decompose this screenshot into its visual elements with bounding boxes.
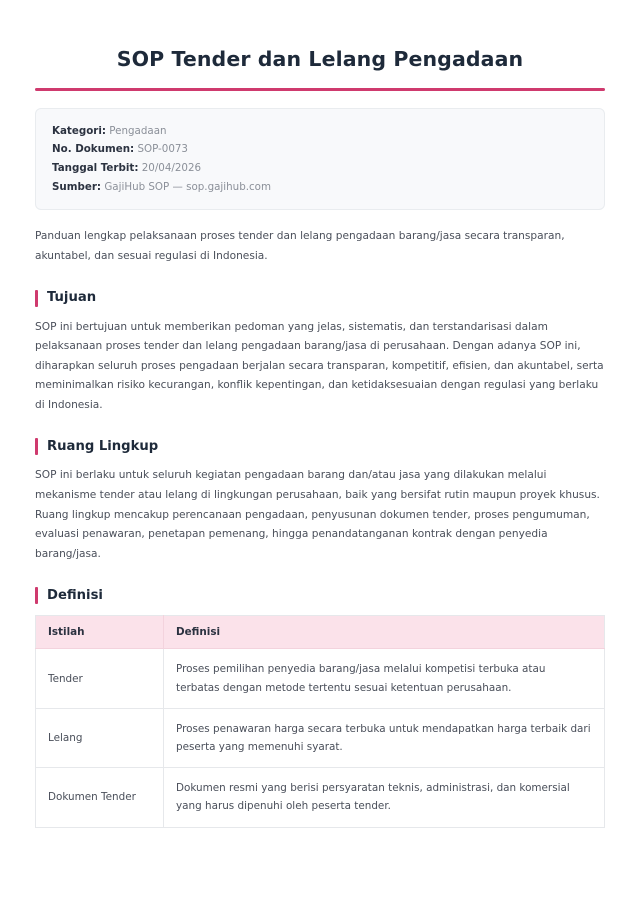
document-header	[35, 0, 605, 91]
metadata-label-sumber: Sumber:	[52, 180, 102, 193]
metadata-row-sumber	[52, 178, 588, 197]
column-header-definisi: Definisi	[164, 616, 605, 649]
cell-definition: Dokumen resmi yang berisi persyaratan teknis, administrasi, dan komersial yang harus dipenuhi oleh peserta tender.	[176, 782, 570, 813]
section-title-definisi: Definisi	[47, 587, 103, 603]
metadata-row-kategori	[52, 122, 588, 141]
accent-bar-icon	[35, 587, 38, 604]
table-row	[36, 708, 605, 767]
column-header-istilah: Istilah	[36, 616, 164, 649]
metadata-label-tanggal-terbit: Tanggal Terbit:	[52, 162, 139, 175]
metadata-label-no-dokumen: No. Dokumen:	[52, 143, 135, 156]
table-row	[36, 768, 605, 827]
table-header-row	[36, 616, 605, 649]
cell-term: Tender	[36, 649, 164, 708]
table-row	[36, 649, 605, 708]
section-heading-ruang-lingkup	[35, 438, 605, 455]
metadata-value-tanggal-terbit: 20/04/2026	[141, 162, 202, 175]
definisi-table-body	[36, 649, 605, 827]
section-title-tujuan: Tujuan	[47, 289, 97, 305]
metadata-row-no-dokumen	[52, 140, 588, 159]
section-ruang-lingkup	[35, 438, 605, 564]
title-divider	[35, 88, 605, 91]
definisi-table-head	[36, 616, 605, 649]
accent-bar-icon	[35, 438, 38, 455]
metadata-value-no-dokumen: SOP-0073	[137, 143, 188, 156]
metadata-row-tanggal-terbit	[52, 159, 588, 178]
section-definisi	[35, 587, 605, 827]
section-body-ruang-lingkup: SOP ini berlaku untuk seluruh kegiatan pengadaan barang dan/atau jasa yang dilakukan melalui mekanisme tender atau lelang di lingkungan perusahaan, baik yang bersifat rutin maupun proyek khusus. Ruang lingkup mencakup perencanaan pengadaan, penyusunan dokumen tender, proses pengumuman, evaluasi penawaran, penetapan pemenang, hingga penandatanganan kontrak dengan penyedia barang/jasa.	[35, 469, 600, 560]
cell-definition: Proses penawaran harga secara terbuka untuk mendapatkan harga terbaik dari peserta yang memenuhi syarat.	[164, 708, 605, 767]
section-body-tujuan: SOP ini bertujuan untuk memberikan pedoman yang jelas, sistematis, dan terstandarisasi dalam pelaksanaan proses tender dan lelang pengadaan barang/jasa di perusahaan. Dengan adanya SOP ini, diharapkan seluruh proses pengadaan berjalan secara transparan, kompetitif, efisien, dan akuntabel, serta meminimalkan risiko kecurangan, konflik kepentingan, dan ketidaksesuaian dengan regulasi yang berlaku di Indonesia.	[35, 320, 604, 411]
accent-bar-icon	[35, 290, 38, 307]
cell-term: Dokumen Tender	[36, 768, 164, 827]
section-tujuan	[35, 290, 605, 416]
document-metadata-box	[35, 108, 605, 211]
section-title-ruang-lingkup: Ruang Lingkup	[47, 438, 159, 454]
cell-term: Lelang	[36, 708, 164, 767]
metadata-label-kategori: Kategori:	[52, 124, 107, 137]
page-title: SOP Tender dan Lelang Pengadaan	[116, 47, 524, 71]
intro-paragraph: Panduan lengkap pelaksanaan proses tender dan lelang pengadaan barang/jasa secara transparan, akuntabel, dan sesuai regulasi di Indonesia.	[35, 230, 565, 262]
metadata-value-kategori: Pengadaan	[109, 124, 167, 137]
metadata-value-sumber: GajiHub SOP — sop.gajihub.com	[104, 180, 271, 193]
definisi-table	[35, 615, 605, 827]
cell-definition: Proses pemilihan penyedia barang/jasa melalui kompetisi terbuka atau terbatas dengan metode tertentu sesuai ketentuan perusahaan.	[164, 649, 605, 708]
section-heading-tujuan	[35, 290, 605, 307]
section-heading-definisi	[35, 587, 605, 604]
